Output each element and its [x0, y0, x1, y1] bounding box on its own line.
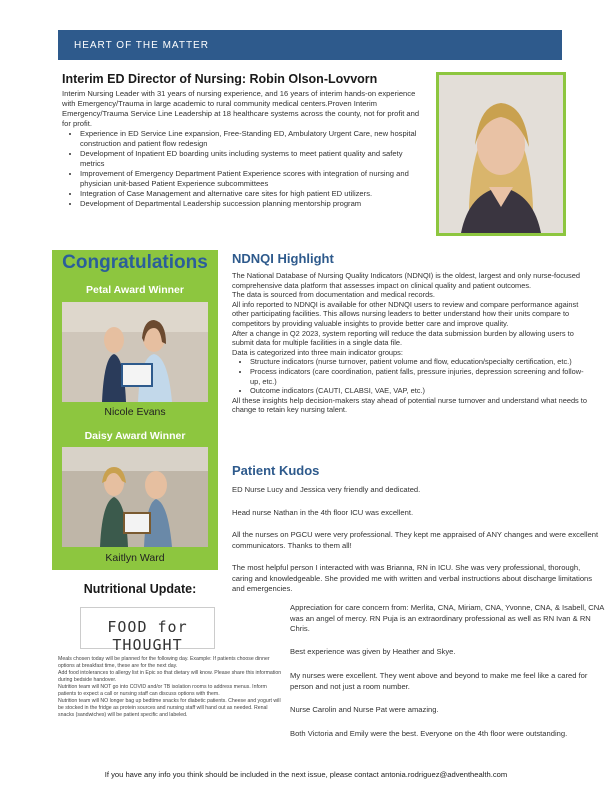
ed-bullet: • Integration of Case Management and alternative care sites for high patient ED utilizers. [80, 189, 422, 199]
ed-intro: Interim Nursing Leader with 31 years of nursing experience, and 16 years of interim hands-on experience with Emergency/Trauma in large academic to rural community medical centers.Proven Interim Emergency/Trauma Service Line Leadership at 18 healthcare systems across the county, not for profit and for profit. [62, 89, 420, 128]
ndnqi-paragraph: All info reported to NDNQI is available for other NDNQI users to review and compare performance against other participating facilities. This allows nursing leaders to better understand how their units compare to competitors by providing valuable insights to provide better care and improve quality. [232, 299, 579, 328]
section-banner: HEART OF THE MATTER [58, 30, 562, 60]
kudos-item: Head nurse Nathan in the 4th floor ICU was excellent. [232, 508, 414, 517]
ed-director-bio [62, 89, 422, 209]
ndnqi-paragraph: All these insights help decision-makers stay ahead of potential nurse turnover and understand what needs to change to retain key nursing talent. [232, 395, 587, 415]
ndnqi-bullet-list [244, 357, 592, 395]
ed-bullet: • Development of Inpatient ED boarding units including systems to meet patient quality and safety metrics [80, 149, 422, 169]
ndnqi-bullet: • Structure indicators (nurse turnover, patient volume and flow, education/specialty certification, etc.) [250, 357, 592, 367]
petal-award-photo [62, 302, 208, 402]
nutrition-line: Add food intolerances to allergy list in Epic so that dietary will know. Please share this information during bedside handover. [58, 670, 282, 683]
ed-bullet-list [74, 129, 422, 209]
kudos-heading: Patient Kudos [232, 463, 320, 478]
kudos-item: ED Nurse Lucy and Jessica very friendly and dedicated. [232, 485, 421, 494]
ed-bullet: • Development of Departmental Leadership succession planning mentorship program [80, 199, 422, 209]
nutrition-notes [58, 656, 284, 719]
petal-winner-name: Nicole Evans [104, 406, 166, 418]
ndnqi-paragraph: After a change in Q2 2023, system reporting will reduce the data submission burden by allowing users to submit data for multiple facilities in a single data file. [232, 328, 574, 348]
daisy-award-title: Daisy Award Winner [84, 430, 186, 442]
kudos-item: The most helpful person I interacted with was Brianna, RN in ICU. She was very professional, thorough, caring and knowledgeable. She provided me with written and verbal instructions about discharge limitations and emergencies. [232, 563, 593, 593]
ndnqi-paragraph: The National Database of Nursing Quality Indicators (NDNQI) is the oldest, largest and only nurse-focused comprehensive data platform that assesses impact on clinical quality and patient outcomes. [232, 271, 580, 290]
petal-award-title: Petal Award Winner [86, 284, 184, 296]
ndnqi-paragraph: The data is sourced from documentation and medical records. [232, 290, 435, 300]
nutrition-line: Meals chosen today will be planned for the following day. Example: If patients choose dinner options at breakfast time, these are for the next day. [58, 656, 270, 669]
food-for-thought-logo [80, 607, 215, 654]
daisy-winner-name: Kaitlyn Ward [105, 552, 165, 564]
footer-contact: If you have any info you think should be included in the next issue, please contact antonia.rodriguez@adventhealth.com [104, 770, 508, 779]
ed-director-title: Interim ED Director of Nursing: Robin Olson-Lovvorn [62, 72, 378, 86]
ndnqi-heading: NDNQI Highlight [232, 251, 334, 266]
ed-bullet: • Improvement of Emergency Department Patient Experience scores with integration of nursing and physician unit-based Patient Experience subcommittees [80, 169, 422, 189]
food-for-thought-logo-text: FOOD for THOUGHT [107, 618, 188, 654]
ndnqi-body [232, 271, 592, 415]
kudos-item: Nurse Carolin and Nurse Pat were amazing. [290, 705, 439, 714]
daisy-award-photo [62, 447, 208, 547]
ndnqi-bullet: • Process indicators (care coordination, patient falls, pressure injuries, depression screening and follow-up, etc.) [250, 367, 592, 386]
kudos-item: My nurses were excellent. They went above and beyond to make me feel like a cared for person and not just a room number. [290, 671, 588, 691]
nutrition-line: Nutrition team will NO longer bag up bedtime snacks for diabetic patients. Cheese and yogurt will be stocked in the fridge as protein sources and nursing staff will hand out as needed. Renal snacks (sandwiches) will be patient specific and labeled. [58, 698, 281, 718]
ndnqi-paragraph: Data is categorized into three main indicator groups: [232, 347, 403, 357]
ndnqi-bullet: • Outcome indicators (CAUTI, CLABSI, VAE, VAP, etc.) [250, 386, 592, 396]
kudos-item: Both Victoria and Emily were the best. Everyone on the 4th floor were outstanding. [290, 729, 568, 738]
ed-bullet: • Experience in ED Service Line expansion, Free-Standing ED, Ambulatory Urgent Care, new hospital construction and patient flow redesign [80, 129, 422, 149]
nutrition-line: Nutrition team will NOT go into COVID and/or TB isolation rooms to address menus. Inform patients to expect a call or nursing staff can discuss options with them. [58, 684, 267, 697]
kudos-item: All the nurses on PGCU were very professional. They kept me appraised of ANY changes and were excellent communicators. Thanks to them all! [232, 530, 599, 550]
nutrition-title: Nutritional Update: [83, 582, 197, 596]
congratulations-heading: Congratulations [62, 252, 208, 273]
kudos-item: Appreciation for care concern from: Merlita, CNA, Miriam, CNA, Yvonne, CNA, & Isabell, CNA was an angel of mercy. RN Puja is an extraordinary professional as well as RN Ivan & RN Chris. [290, 603, 604, 633]
director-portrait [436, 72, 566, 236]
kudos-item: Best experience was given by Heather and Skye. [290, 647, 456, 656]
